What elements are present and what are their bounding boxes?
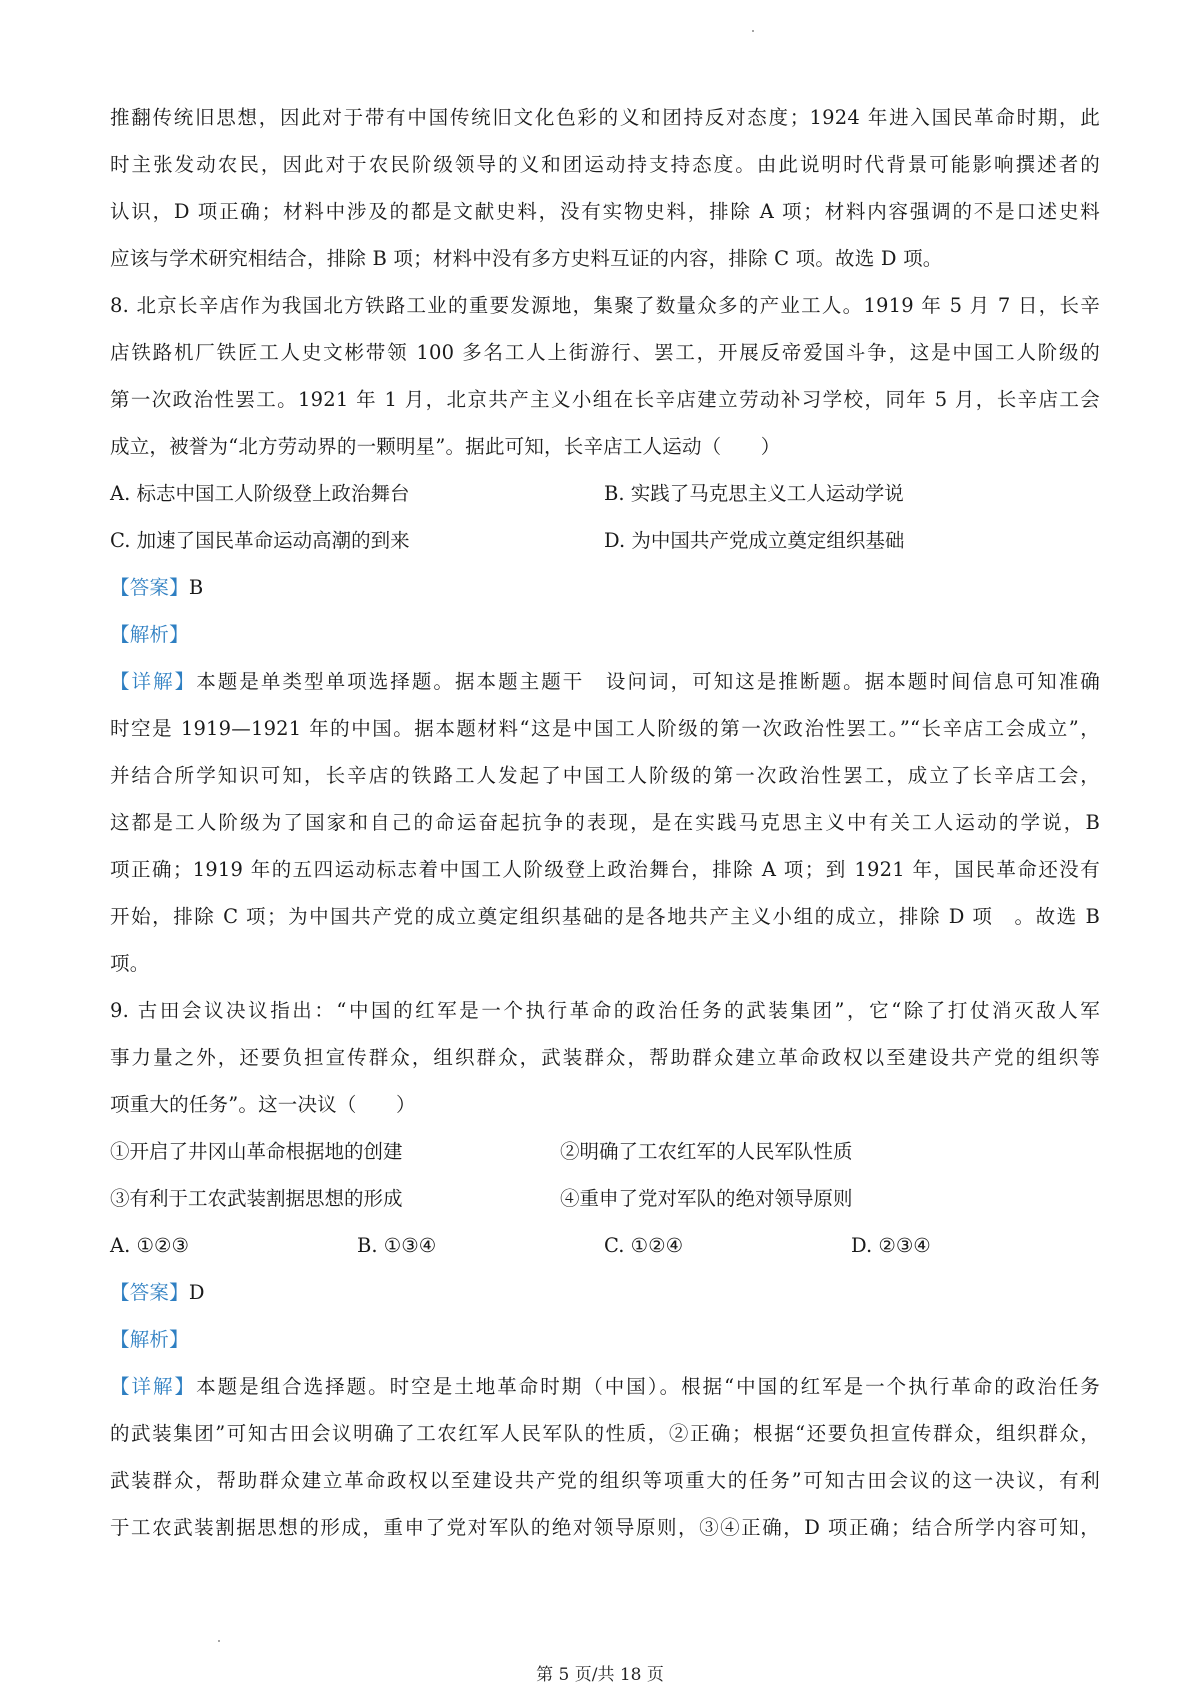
options-row [110,470,1100,517]
question-stem-line: 成立，被誉为“北方劳动界的一颗明星”。据此可知，长辛店工人运动（ ） [110,435,781,458]
statements-row [110,1175,1100,1222]
answer-line [110,564,1100,611]
previous-analysis-continuation [110,94,1100,282]
page-number-footer: 第 5 页/共 18 页 [536,1665,664,1685]
detail-text: 本题是组合选择题。时空是土地革命时期（中国）。根据“中国的红军是一个执行革命的政治任务 [196,1375,1100,1398]
option-a: A. ①②③ [110,1234,189,1257]
detail-line: 开始，排除 C 项；为中国共产党的成立奠定组织基础的是各地共产主义小组的成立，排除 D 项 。故选 B [110,905,1100,928]
question-stem-line: 店铁路机厂铁匠工人史文彬带领 100 多名工人上街游行、罢工，开展反帝爱国斗争，这是中国工人阶级的 [110,341,1100,364]
answer-value: D [188,1281,205,1304]
detail-line: 这都是工人阶级为了国家和自己的命运奋起抗争的表现，是在实践马克思主义中有关工人运动的学说，B [110,811,1100,834]
option-a: A. 标志中国工人阶级登上政治舞台 [110,482,410,505]
paragraph-line: 时主张发动农民，因此对于农民阶级领导的义和团运动持支持态度。由此说明时代背景可能影响撰述者的 [110,153,1100,176]
statement-2: ②明确了工农红军的人民军队性质 [560,1140,853,1163]
statement-4: ④重申了党对军队的绝对领导原则 [560,1187,853,1210]
detail-line: 的武装集团”可知古田会议明确了工农红军人民军队的性质，②正确；根据“还要负担宣传群众，组织群众， [110,1422,1100,1445]
scan-speck [218,1640,220,1642]
answer-tag: 【答案】 [110,576,189,599]
analysis-heading [110,1316,1100,1363]
detail-tag: 【详解】 [110,670,197,693]
question-8 [110,282,1100,987]
options-row [110,517,1100,564]
statement-1: ①开启了井冈山革命根据地的创建 [110,1140,403,1163]
option-d: D. 为中国共产党成立奠定组织基础 [604,529,905,552]
question-stem-line: 8. 北京长辛店作为我国北方铁路工业的重要发源地，集聚了数量众多的产业工人。1919 年 5 月 7 日，长辛 [110,294,1100,317]
paragraph-line: 应该与学术研究相结合，排除 B 项；材料中没有多方史料互证的内容，排除 C 项。故选 D 项。 [110,247,943,270]
options-row [110,1222,1100,1269]
detail-line [110,1363,1100,1410]
detail-line: 项正确；1919 年的五四运动标志着中国工人阶级登上政治舞台，排除 A 项；到 1921 年，国民革命还没有 [110,858,1100,881]
option-b: B. 实践了马克思主义工人运动学说 [604,482,904,505]
page-content [110,94,1100,1551]
option-c: C. ①②④ [604,1234,684,1257]
statements-row [110,1128,1100,1175]
paragraph-line: 认识，D 项正确；材料中涉及的都是文献史料，没有实物史料，排除 A 项；材料内容强调的不是口述史料 [110,200,1100,223]
detail-line: 项。 [110,952,150,975]
option-c: C. 加速了国民革命运动高潮的到来 [110,529,410,552]
question-stem-line: 项重大的任务”。这一决议（ ） [110,1093,416,1116]
paragraph-line: 推翻传统旧思想，因此对于带有中国传统旧文化色彩的义和团持反对态度；1924 年进入国民革命时期，此 [110,106,1100,129]
answer-tag: 【答案】 [110,1281,189,1304]
detail-line: 武装群众，帮助群众建立革命政权以至建设共产党的组织等项重大的任务”可知古田会议的这一决议，有利 [110,1469,1100,1492]
scan-speck [752,30,754,32]
analysis-tag: 【解析】 [110,623,189,646]
analysis-tag: 【解析】 [110,1328,189,1351]
detail-line: 于工农武装割据思想的形成，重申了党对军队的绝对领导原则，③④正确，D 项正确；结合所学内容可知， [110,1516,1100,1539]
detail-tag: 【详解】 [110,1375,197,1398]
detail-line [110,658,1100,705]
statement-3: ③有利于工农武装割据思想的形成 [110,1187,403,1210]
detail-text: 本题是单类型单项选择题。据本题主题干 设问词，可知这是推断题。据本题时间信息可知准确 [196,670,1100,693]
analysis-heading [110,611,1100,658]
detail-line: 并结合所学知识可知，长辛店的铁路工人发起了中国工人阶级的第一次政治性罢工，成立了长辛店工会， [110,764,1100,787]
question-9 [110,987,1100,1551]
option-b: B. ①③④ [357,1234,437,1257]
answer-line [110,1269,1100,1316]
detail-line: 时空是 1919—1921 年的中国。据本题材料“这是中国工人阶级的第一次政治性罢工。”“长辛店工会成立”， [110,717,1100,740]
option-d: D. ②③④ [851,1234,931,1257]
answer-value: B [188,576,204,599]
question-stem-line: 事力量之外，还要负担宣传群众，组织群众，武装群众，帮助群众建立革命政权以至建设共产党的组织等 [110,1046,1100,1069]
question-stem-line: 9. 古田会议决议指出：“中国的红军是一个执行革命的政治任务的武装集团”，它“除了打仗消灭敌人军 [110,999,1100,1022]
question-stem-line: 第一次政治性罢工。1921 年 1 月，北京共产主义小组在长辛店建立劳动补习学校，同年 5 月，长辛店工会 [110,388,1100,411]
